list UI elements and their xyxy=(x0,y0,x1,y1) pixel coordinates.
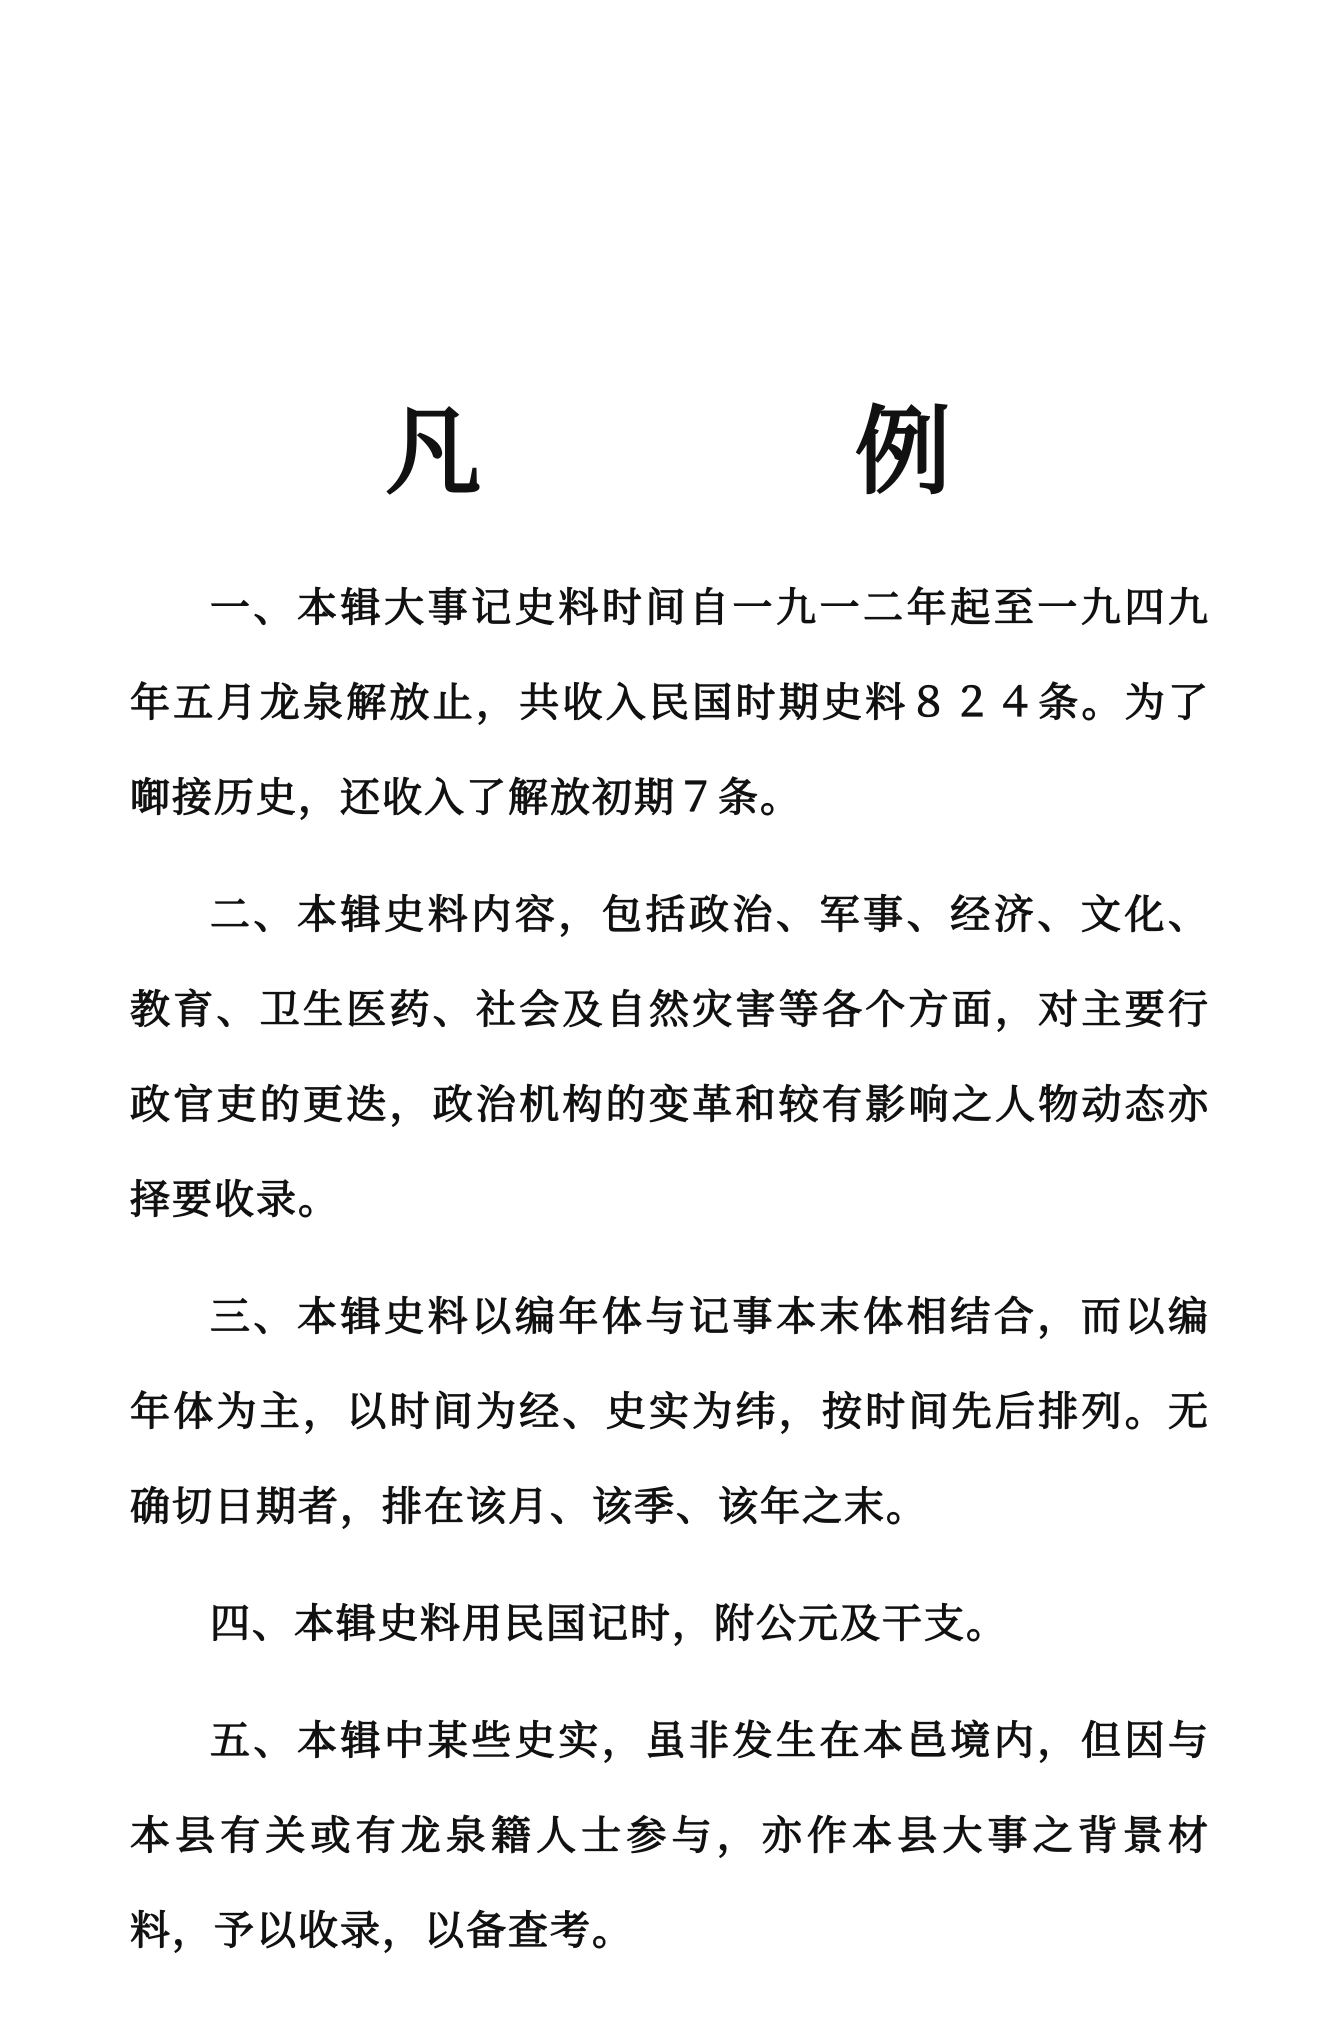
document-body xyxy=(130,560,1210,2000)
paragraph-5: 五、本辑中某些史实，虽非发生在本邑境内，但因与本县有关或有龙泉籍人士参与，亦作本县大事之背景材料，予以收录，以备查考。 xyxy=(130,1717,1210,1954)
paragraph-4: 四、本辑史料用民国记时，附公元及干支。 xyxy=(210,1600,1008,1647)
page-title: 凡 例 xyxy=(385,395,1121,509)
paragraph-3: 三、本辑史料以编年体与记事本末体相结合，而以编年体为主，以时间为经、史实为纬，按时间先后排列。无确切日期者，排在该月、该季、该年之末。 xyxy=(130,1293,1210,1530)
paragraph-2: 二、本辑史料内容，包括政治、军事、经济、文化、教育、卫生医药、社会及自然灾害等各个方面，对主要行政官吏的更迭，政治机构的变革和较有影响之人物动态亦择要收录。 xyxy=(130,891,1210,1223)
paragraph-1: 一、本辑大事记史料时间自一九一二年起至一九四九年五月龙泉解放止，共收入民国时期史料８２４条。为了啣接历史，还收入了解放初期７条。 xyxy=(130,584,1210,821)
